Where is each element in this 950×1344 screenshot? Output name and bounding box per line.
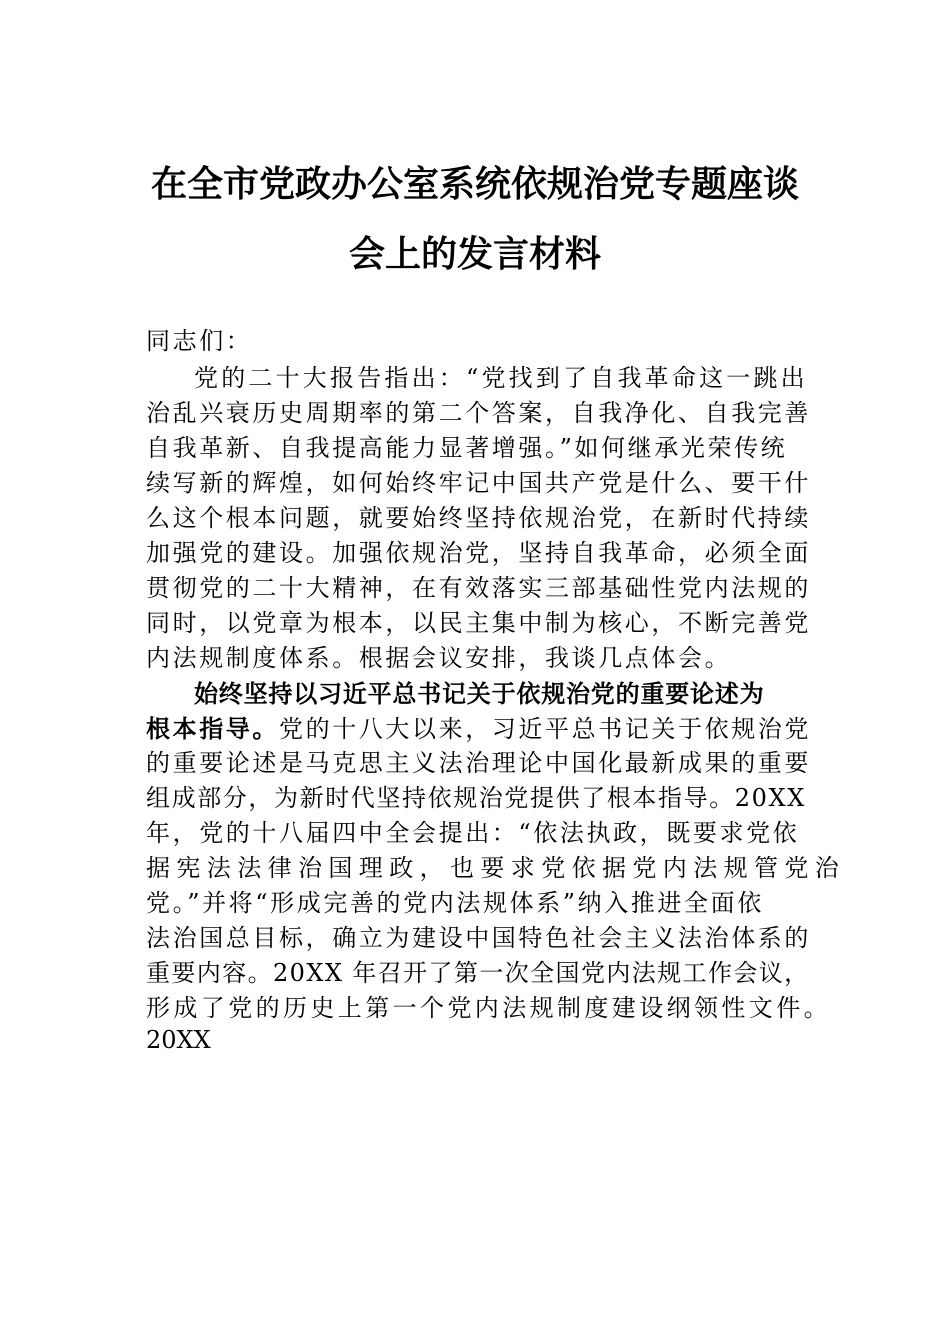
document-title-line-2: 会上的发言材料 [348,234,601,275]
paragraph-2-line: 形成了党的历史上第一个党内法规制度建设纲领性文件。 [146,994,831,1022]
paragraph-2-line: 年，党的十八届四中全会提出：“依法执政，既要求党依 [146,819,800,847]
paragraph-2-heading: 始终坚持以习近平总书记关于依规治党的重要论述为 [194,679,765,708]
paragraph-2-line: 组成部分，为新时代坚持依规治党提供了根本指导。20XX [146,784,806,812]
paragraph-1-line: 贯彻党的二十大精神，在有效落实三部基础性党内法规的 [146,574,811,602]
paragraph-2-heading-end: 根本指导。 [146,714,279,743]
paragraph-2-line-text: 党的十八大以来，习近平总书记关于依规治党 [279,715,811,743]
paragraph-1-line: 自我革新、自我提高能力显著增强。”如何继承光荣传统 [146,434,788,462]
paragraph-1-line: 内法规制度体系。根据会议安排，我谈几点体会。 [146,644,732,672]
paragraph-2-line: 的重要论述是马克思主义法治理论中国化最新成果的重要 [146,749,811,777]
salutation: 同志们： [146,327,253,355]
paragraph-1-line: 党的二十大报告指出：“党找到了自我革命这一跳出 [194,364,808,392]
paragraph-2-line: 党。”并将“形成完善的党内法规体系”纳入推进全面依 [146,889,764,917]
paragraph-1-line: 续写新的辉煌，如何始终牢记中国共产党是什么、要干什 [146,469,811,497]
paragraph-1-line: 治乱兴衰历史周期率的第二个答案，自我净化、自我完善 [146,399,811,427]
paragraph-2-line [146,712,811,745]
paragraph-2-line: 重要内容。20XX 年召开了第一次全国党内法规工作会议， [146,959,810,987]
paragraph-2-line: 据宪法法律治国理政，也要求党依据党内法规管党治 [146,854,846,882]
paragraph-1-line: 么这个根本问题，就要始终坚持依规治党，在新时代持续 [146,504,811,532]
paragraph-2-line: 20XX [146,1026,211,1054]
paragraph-1-line: 加强党的建设。加强依规治党，坚持自我革命，必须全面 [146,539,811,567]
paragraph-1-line: 同时，以党章为根本，以民主集中制为核心，不断完善党 [146,609,811,637]
document-title-line-1: 在全市党政办公室系统依规治党专题座谈 [150,164,799,205]
paragraph-2-line: 法治国总目标，确立为建设中国特色社会主义法治体系的 [146,924,811,952]
